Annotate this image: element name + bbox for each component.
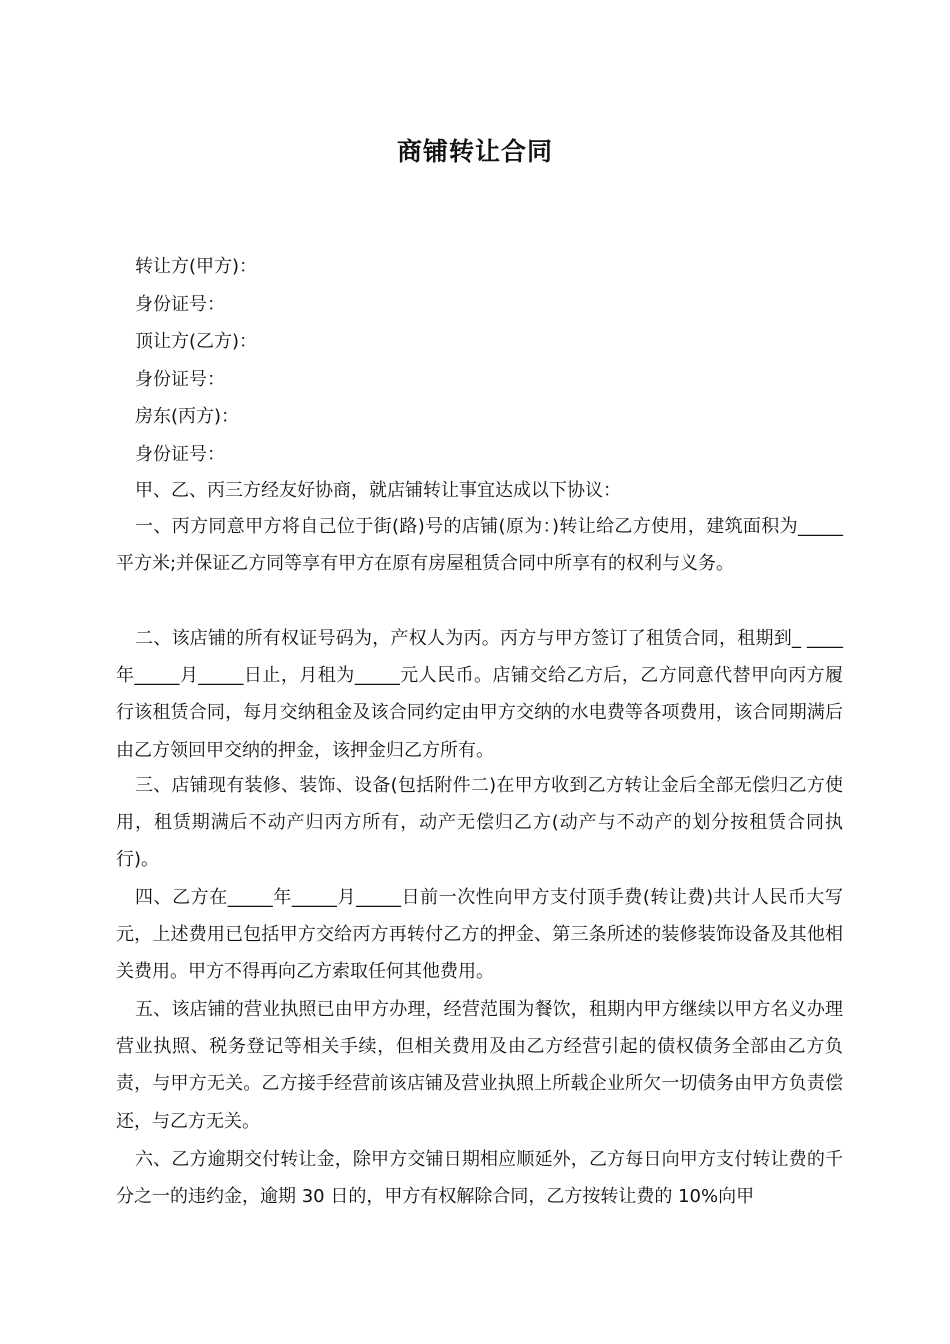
transferee-id-label: 身份证号： [135,368,225,390]
transferor-id-label: 身份证号： [135,293,225,315]
landlord-id-label: 身份证号： [135,443,225,465]
party-info-block [135,248,855,473]
clause-4: 四、乙方在_____年_____月_____日前一次性向甲方支付顶手费(转让费)共计人民币大写元，上述费用已包括甲方交给丙方再转付乙方的押金、第三条所述的装修装饰设备及其他相关费用。甲方不得再向乙方索取任何其他费用。 [116,887,843,983]
clause-5: 五、该店铺的营业执照已由甲方办理，经营范围为餐饮，租期内甲方继续以甲方名义办理营业执照、税务登记等相关手续，但相关费用及由乙方经营引起的债权债务全部由乙方负责，与甲方无关。乙方接手经营前该店铺及营业执照上所载企业所欠一切债务由甲方负责偿还，与乙方无关。 [116,999,843,1132]
document-title: 商铺转让合同 [396,137,553,166]
transferee-label: 顶让方(乙方)： [135,331,258,352]
clause-6: 六、乙方逾期交付转让金，除甲方交铺日期相应顺延外，乙方每日向甲方支付转让费的千分之一的违约金，逾期 30 日的，甲方有权解除合同，乙方按转让费的 10%向甲 [116,1149,843,1208]
landlord-label: 房东(丙方)： [135,406,240,427]
transferor-label: 转让方(甲方)： [135,256,258,277]
clause-2: 二、该店铺的所有权证号码为，产权人为丙。丙方与甲方签订了租赁合同，租期到_ ____年_____月_____日止，月租为_____元人民币。店铺交给乙方后，乙方同意代替甲向丙方履行该租赁合同，每月交纳租金及该合同约定由甲方交纳的水电费等各项费用，该合同期满后由乙方领回甲交纳的押金，该押金归乙方所有。 [116,628,843,761]
clause-1: 一、丙方同意甲方将自己位于街(路)号的店铺(原为：)转让给乙方使用，建筑面积为_____平方米;并保证乙方同等享有甲方在原有房屋租赁合同中所享有的权利与义务。 [116,516,843,575]
clause-3: 三、店铺现有装修、装饰、设备(包括附件二)在甲方收到乙方转让金后全部无偿归乙方使用，租赁期满后不动产归丙方所有，动产无偿归乙方(动产与不动产的划分按租赁合同执行)。 [116,775,843,871]
agreement-intro: 甲、乙、丙三方经友好协商，就店铺转让事宜达成以下协议： [135,480,621,501]
